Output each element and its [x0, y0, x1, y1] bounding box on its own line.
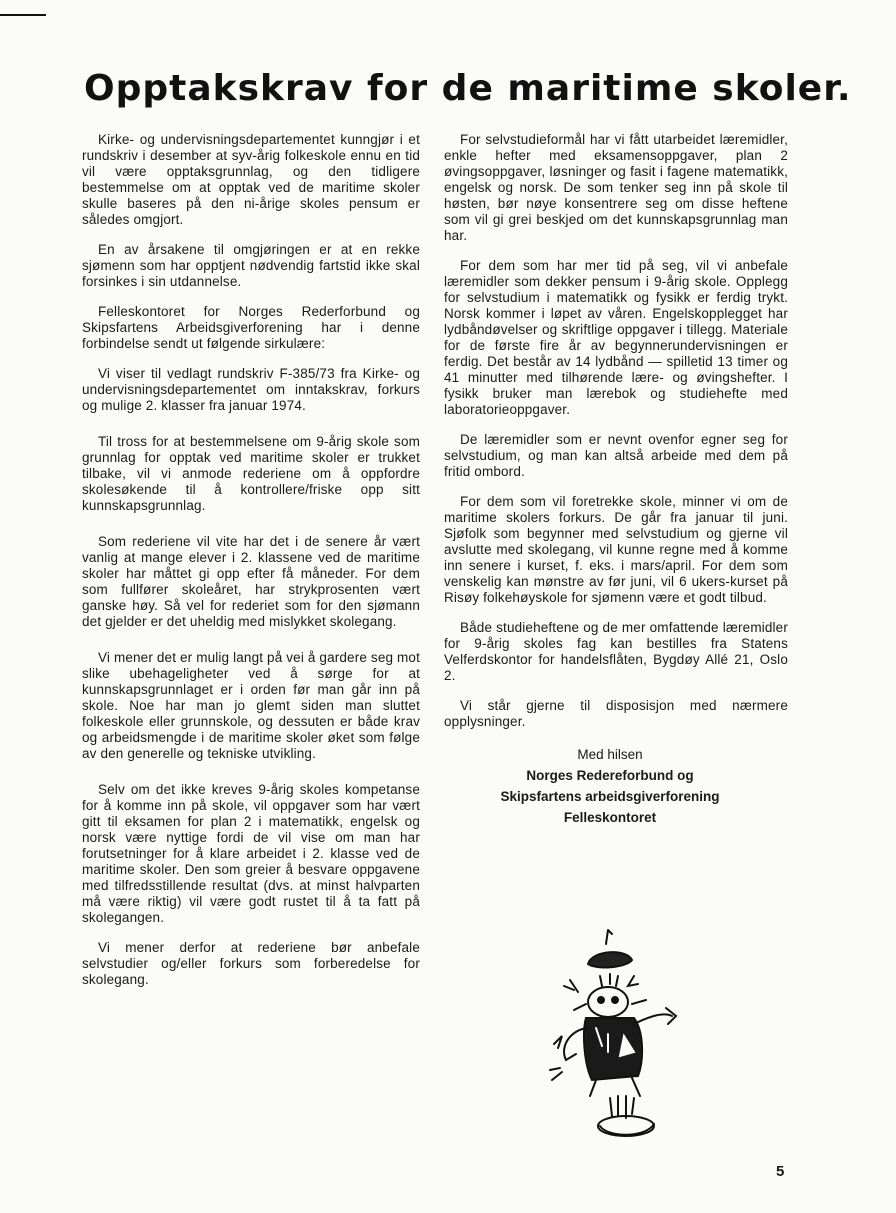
signoff-org-line: Felleskontoret [563, 810, 657, 825]
paragraph: Kirke- og undervisningsdepartementet kunngjør i et rundskriv i desember at syv-årig folkeskole ennu en tid vil være opptaksgrunnlag, og den tidligere bestemmelse om at opptak ved de maritime skoler skulle baseres på den ni-årige skoles pensum er således omgjort. [82, 132, 420, 227]
right-column [444, 132, 788, 828]
paragraph: For selvstudieformål har vi fått utarbeidet læremidler, enkle hefter med eksamensoppgaver, plan 2 øvingsoppgaver, løsninger og fasit i fagene matematikk, engelsk og norsk. De som tenker seg inn på skole til høsten, bør nøye konsentrere seg om disse heftene som vil gi grei beskjed om det kunnskapsgrunnlag man har. [444, 132, 788, 243]
paragraph: Til tross for at bestemmelsene om 9-årig skole som grunnlag for opptak ved maritime skoler er trukket tilbake, vil vi anmode rederiene om å oppfordre skolesøkende til å kontrollere/friske opp sitt kunnskapsgrunnlag. [82, 434, 420, 513]
signoff [444, 744, 776, 828]
article-title: Opptakskrav for de maritime skoler. [84, 68, 852, 109]
paragraph: Som rederiene vil vite har det i de senere år vært vanlig at mange elever i 2. klassene ved de maritime skoler har måttet gi opp efter få måneder. For dem som fullfører skoleåret, har strykprosenten vært ganske høy. Så vel for rederiet som for den sjømann det gjelder er det uheldig med mislykket skolegang. [82, 534, 420, 629]
paragraph: Vi mener derfor at rederiene bør anbefale selvstudier og/eller forkurs som forberedelse for skolegang. [82, 940, 420, 987]
paragraph: Vi viser til vedlagt rundskriv F-385/73 fra Kirke- og undervisningsdepartementet om inntakskrav, forkurs og mulige 2. klasser fra januar 1974. [82, 366, 420, 413]
paragraph: De læremidler som er nevnt ovenfor egner seg for selvstudium, og man kan altså arbeide med dem på fritid ombord. [444, 432, 788, 479]
left-column [82, 132, 420, 1002]
paragraph: For dem som har mer tid på seg, vil vi anbefale læremidler som dekker pensum i 9-årig skole. Opplegg for selvstudium i matematikk og fysikk er ferdig trykt. Norsk kommer i løpet av våren. Engelskopplegget har lydbåndøvelser og skriftlige oppgaver i tillegg. Materiale for de første fire år av begynnerundervisningen er ferdig. Det består av 14 lydbånd — spilletid 13 timer og 41 minutter med tilhørende lære- og øvingshefter. I fysikk bruker man lærebok og studiehefte med laboratorieoppgaver. [444, 258, 788, 417]
signoff-org-line: Norges Redereforbund og [526, 768, 694, 783]
paragraph: Både studieheftene og de mer omfattende læremidler for 9-årig skoles fag kan bestilles fra Statens Velferdskontor for handelsflåten, Bygdøy Allé 21, Oslo 2. [444, 620, 788, 683]
paragraph: For dem som vil foretrekke skole, minner vi om de maritime skolers forkurs. De går fra januar til juni. Sjøfolk som begynner med selvstudium og gjerne vil avslutte med skolegang, vil kunne regne med å komme inn senere i kurset, f. eks. i mars/april. For dem som venskelig kan mønstre av før juni, vil 6 ukers-kurset på Risøy folkehøyskole for sjømenn være et godt tilbud. [444, 494, 788, 605]
paragraph: Felleskontoret for Norges Rederforbund og Skipsfartens Arbeidsgiverforening har i denne forbindelse sendt ut følgende sirkulære: [82, 304, 420, 351]
greeting: Med hilsen [577, 747, 643, 762]
paragraph: En av årsakene til omgjøringen er at en rekke sjømenn som har opptjent nødvendig fartstid ikke skal forsinkes i sin utdannelse. [82, 242, 420, 289]
signoff-org-line: Skipsfartens arbeidsgiverforening [500, 789, 720, 804]
top-rule [0, 14, 46, 16]
paragraph: Selv om det ikke kreves 9-årig skoles kompetanse for å komme inn på skole, vil oppgaver som har vært gitt til eksamen for plan 2 i matematikk, engelsk og norsk være nyttige fordi de vil vise om man har forutsetninger for å klare arbeidet i 2. klasse ved de maritime skoler. Den som greier å besvare oppgavene med tilfredsstillende resultat (dvs. at minst halvparten må være riktig) vil være godt rustet til å ta fatt på skolegangen. [82, 782, 420, 925]
paragraph: Vi står gjerne til disposisjon med nærmere opplysninger. [444, 698, 788, 729]
sailor-cartoon-illustration [530, 920, 700, 1150]
page-number: 5 [776, 1163, 785, 1180]
paragraph: Vi mener det er mulig langt på vei å gardere seg mot slike ubehageligheter ved å sørge for at kunnskapsgrunnlaget er i orden før man går inn på skole. Noe har man jo glemt siden man sluttet folkeskole eller grunnskole, og dessuten er både krav og arbeidsmengde i de maritime skoler øket som følge av den generelle og tekniske utvikling. [82, 650, 420, 761]
